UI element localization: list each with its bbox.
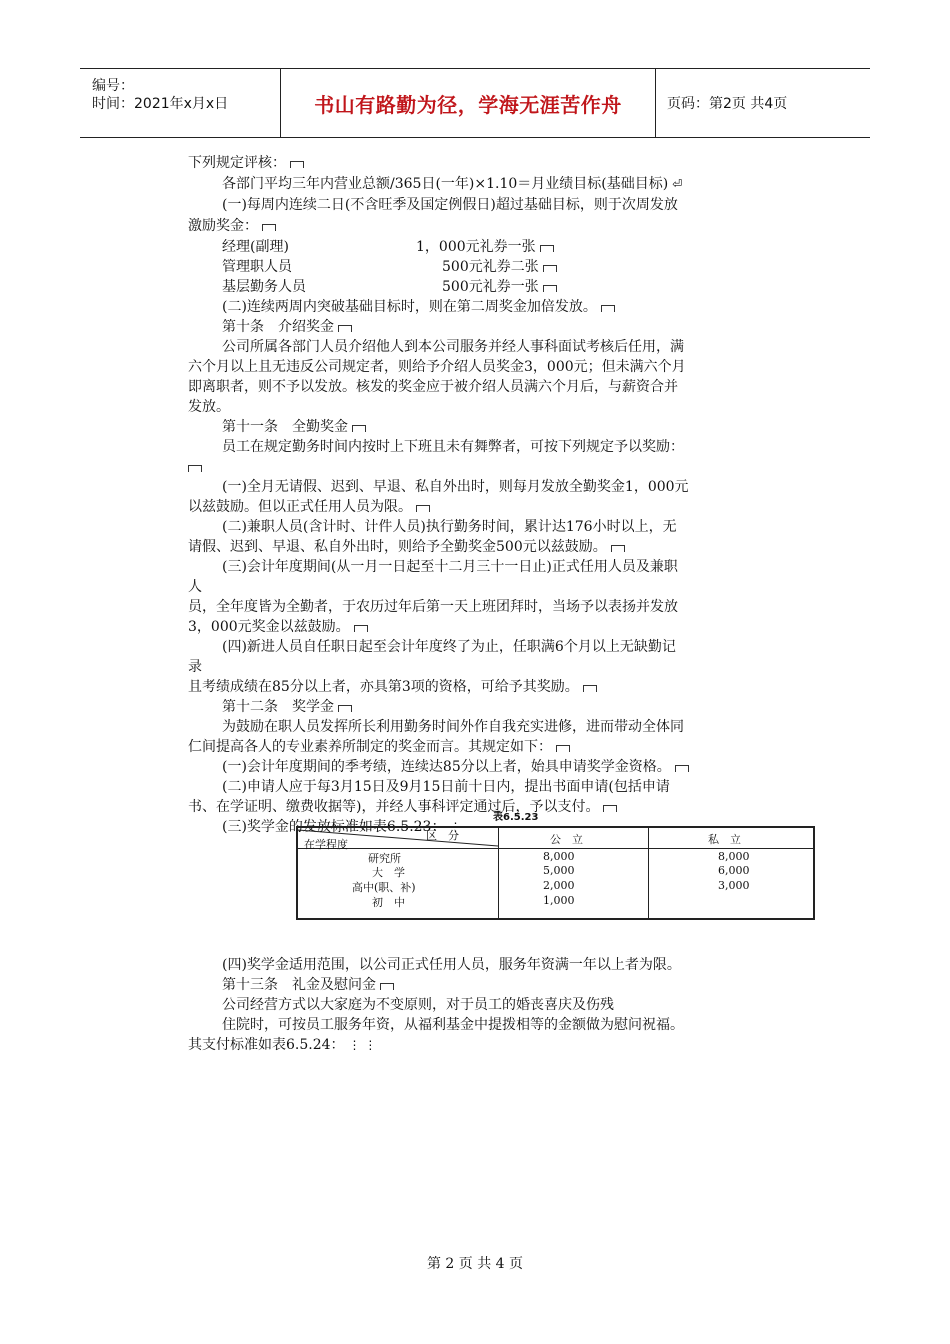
reward-amount: 500元礼券二张 bbox=[442, 258, 557, 277]
column-header-private: 私 立 bbox=[708, 833, 741, 846]
text-line: 人 bbox=[188, 579, 202, 595]
return-mark-icon bbox=[601, 305, 615, 312]
return-mark-icon bbox=[338, 705, 352, 712]
reward-role: 基层勤务人员 bbox=[222, 279, 306, 295]
return-mark-icon bbox=[262, 224, 276, 231]
text-line: (二)兼职人员(含计时、计件人员)执行勤务时间，累计达176小时以上，无 bbox=[222, 519, 677, 535]
table-cell-public: 1,000 bbox=[543, 894, 575, 907]
return-mark-icon bbox=[611, 545, 625, 552]
return-mark-icon: ⋮ ⋮ bbox=[348, 1038, 377, 1052]
header-page-label: 页码：第2页 共4页 bbox=[667, 96, 788, 112]
text-line: (一)全月无请假、迟到、早退、私自外出时，则每月发放全勤奖金1，000元 bbox=[222, 479, 689, 495]
table-caption: 表6.5.23 bbox=[493, 812, 539, 823]
column-header-public: 公 立 bbox=[550, 833, 583, 846]
table-cell-public: 5,000 bbox=[543, 864, 575, 877]
text-line: 公司经营方式以大家庭为不变原则，对于员工的婚丧喜庆及伤残 bbox=[222, 997, 614, 1013]
table-cell-level: 初 中 bbox=[372, 896, 405, 909]
return-mark-icon bbox=[543, 285, 557, 292]
text-line: (二)连续两周内突破基础目标时，则在第二周奖金加倍发放。 bbox=[222, 298, 615, 317]
text-line: 请假、迟到、早退、私自外出时，则给予全勤奖金500元以兹鼓励。 bbox=[188, 538, 625, 557]
text-line: 各部门平均三年内营业总额/365日(一年)×1.10＝月业绩目标(基础目标) ⏎ bbox=[222, 176, 683, 192]
scholarship-table bbox=[296, 826, 815, 920]
text-line: 书、在学证明、缴费收据等)，并经人事科评定通过后，予以支付。 bbox=[188, 798, 617, 817]
column-divider bbox=[498, 828, 499, 918]
return-mark-icon bbox=[675, 765, 689, 772]
text-line: (三)会计年度期间(从一月一日起至十二月三十一日止)正式任用人员及兼职 bbox=[222, 559, 678, 575]
text-line: 为鼓励在职人员发挥所长利用勤务时间外作自我充实进修，进而带动全体同 bbox=[222, 719, 684, 735]
text-line: 3，000元奖金以兹鼓励。 bbox=[188, 618, 368, 637]
text-line: 以兹鼓励。但以正式任用人员为限。 bbox=[188, 498, 430, 517]
table-cell-level: 研究所 bbox=[368, 852, 401, 865]
return-mark-icon bbox=[583, 685, 597, 692]
text-line: 公司所属各部门人员介绍他人到本公司服务并经人事科面试考核后任用，满 bbox=[222, 339, 684, 355]
reward-amount: 500元礼券一张 bbox=[442, 278, 557, 297]
text-line: 下列规定评核： bbox=[188, 154, 304, 173]
return-mark-icon bbox=[556, 745, 570, 752]
reward-role: 管理职人员 bbox=[222, 259, 292, 275]
page-footer: 第 2 页 共 4 页 bbox=[426, 1256, 524, 1272]
text-line: 即离职者，则不予以发放。核发的奖金应于被介绍人员满六个月后，与薪资合并 bbox=[188, 379, 678, 395]
table-cell-private: 8,000 bbox=[718, 850, 750, 863]
article-heading: 第十一条 全勤奖金 bbox=[222, 418, 366, 437]
text-line: (一)每周内连续二日(不含旺季及国定例假日)超过基础目标，则于次周发放 bbox=[222, 197, 678, 213]
text-line: (一)会计年度期间的季考绩，连续达85分以上者，始具申请奖学金资格。 bbox=[222, 758, 689, 777]
table-cell-level: 高中(职、补) bbox=[352, 881, 416, 894]
article-heading: 第十条 介绍奖金 bbox=[222, 318, 352, 337]
text-line: 激励奖金： bbox=[188, 217, 276, 236]
corner-header-bottom: 在学程度 bbox=[304, 838, 348, 851]
return-mark-icon: ⋮ bbox=[449, 820, 462, 834]
return-mark-icon bbox=[354, 625, 368, 632]
article-heading: 第十二条 奖学金 bbox=[222, 698, 352, 717]
text-line: 发放。 bbox=[188, 399, 230, 415]
text-line bbox=[188, 458, 202, 477]
text-line: (二)申请人应于每3月15日及9月15日前十日内，提出书面申请(包括申请 bbox=[222, 779, 670, 795]
return-mark-icon: ⏎ bbox=[672, 177, 683, 191]
header-motto-cell bbox=[280, 69, 656, 137]
page-header bbox=[80, 68, 870, 138]
table-cell-public: 8,000 bbox=[543, 850, 575, 863]
text-line: 其支付标准如表6.5.24： ⋮ ⋮ bbox=[188, 1037, 377, 1053]
return-mark-icon bbox=[188, 465, 202, 472]
return-mark-icon bbox=[352, 425, 366, 432]
return-mark-icon bbox=[338, 325, 352, 332]
return-mark-icon bbox=[380, 983, 394, 990]
text-line: 员工在规定勤务时间内按时上下班且未有舞弊者，可按下列规定予以奖励： bbox=[222, 439, 684, 455]
article-heading: 第十三条 礼金及慰问金 bbox=[222, 976, 394, 995]
table-cell-private: 3,000 bbox=[718, 879, 750, 892]
corner-header-top: 区 分 bbox=[426, 829, 459, 842]
column-divider bbox=[648, 828, 649, 918]
serial-label: 编号： bbox=[92, 78, 134, 94]
text-line: 员，全年度皆为全勤者，于农历过年后第一天上班团拜时，当场予以表扬并发放 bbox=[188, 599, 678, 615]
text-line: 住院时，可按员工服务年资，从福利基金中提拨相等的金额做为慰问祝福。 bbox=[222, 1017, 684, 1033]
header-motto: 书山有路勤为径，学海无涯苦作舟 bbox=[314, 92, 622, 117]
reward-amount: 1，000元礼券一张 bbox=[416, 238, 554, 257]
return-mark-icon bbox=[543, 265, 557, 272]
return-mark-icon bbox=[540, 245, 554, 252]
return-mark-icon bbox=[290, 161, 304, 168]
table-cell-public: 2,000 bbox=[543, 879, 575, 892]
header-meta bbox=[80, 69, 280, 137]
return-mark-icon bbox=[416, 505, 430, 512]
reward-role: 经理(副理) bbox=[222, 239, 289, 255]
table-cell-private: 6,000 bbox=[718, 864, 750, 877]
scholarship-table-figure bbox=[293, 808, 818, 914]
text-line: (三)奖学金的发放标准如表6.5.23： ⋮ bbox=[222, 819, 462, 835]
table-cell-level: 大 学 bbox=[372, 866, 405, 879]
header-row-divider bbox=[298, 848, 813, 849]
text-line: 六个月以上且无违反公司规定者，则给予介绍人员奖金3，000元；但未满六个月 bbox=[188, 359, 686, 375]
time-label: 时间：2021年x月x日 bbox=[92, 96, 229, 112]
text-line: 录 bbox=[188, 659, 202, 675]
text-line: (四)新进人员自任职日起至会计年度终了为止，任职满6个月以上无缺勤记 bbox=[222, 639, 676, 655]
text-line: (四)奖学金适用范围，以公司正式任用人员，服务年资满一年以上者为限。 bbox=[222, 957, 681, 973]
text-line: 且考绩成绩在85分以上者，亦具第3项的资格，可给予其奖励。 bbox=[188, 678, 597, 697]
text-line: 仁间提高各人的专业素养所制定的奖金而言。其规定如下： bbox=[188, 738, 570, 757]
